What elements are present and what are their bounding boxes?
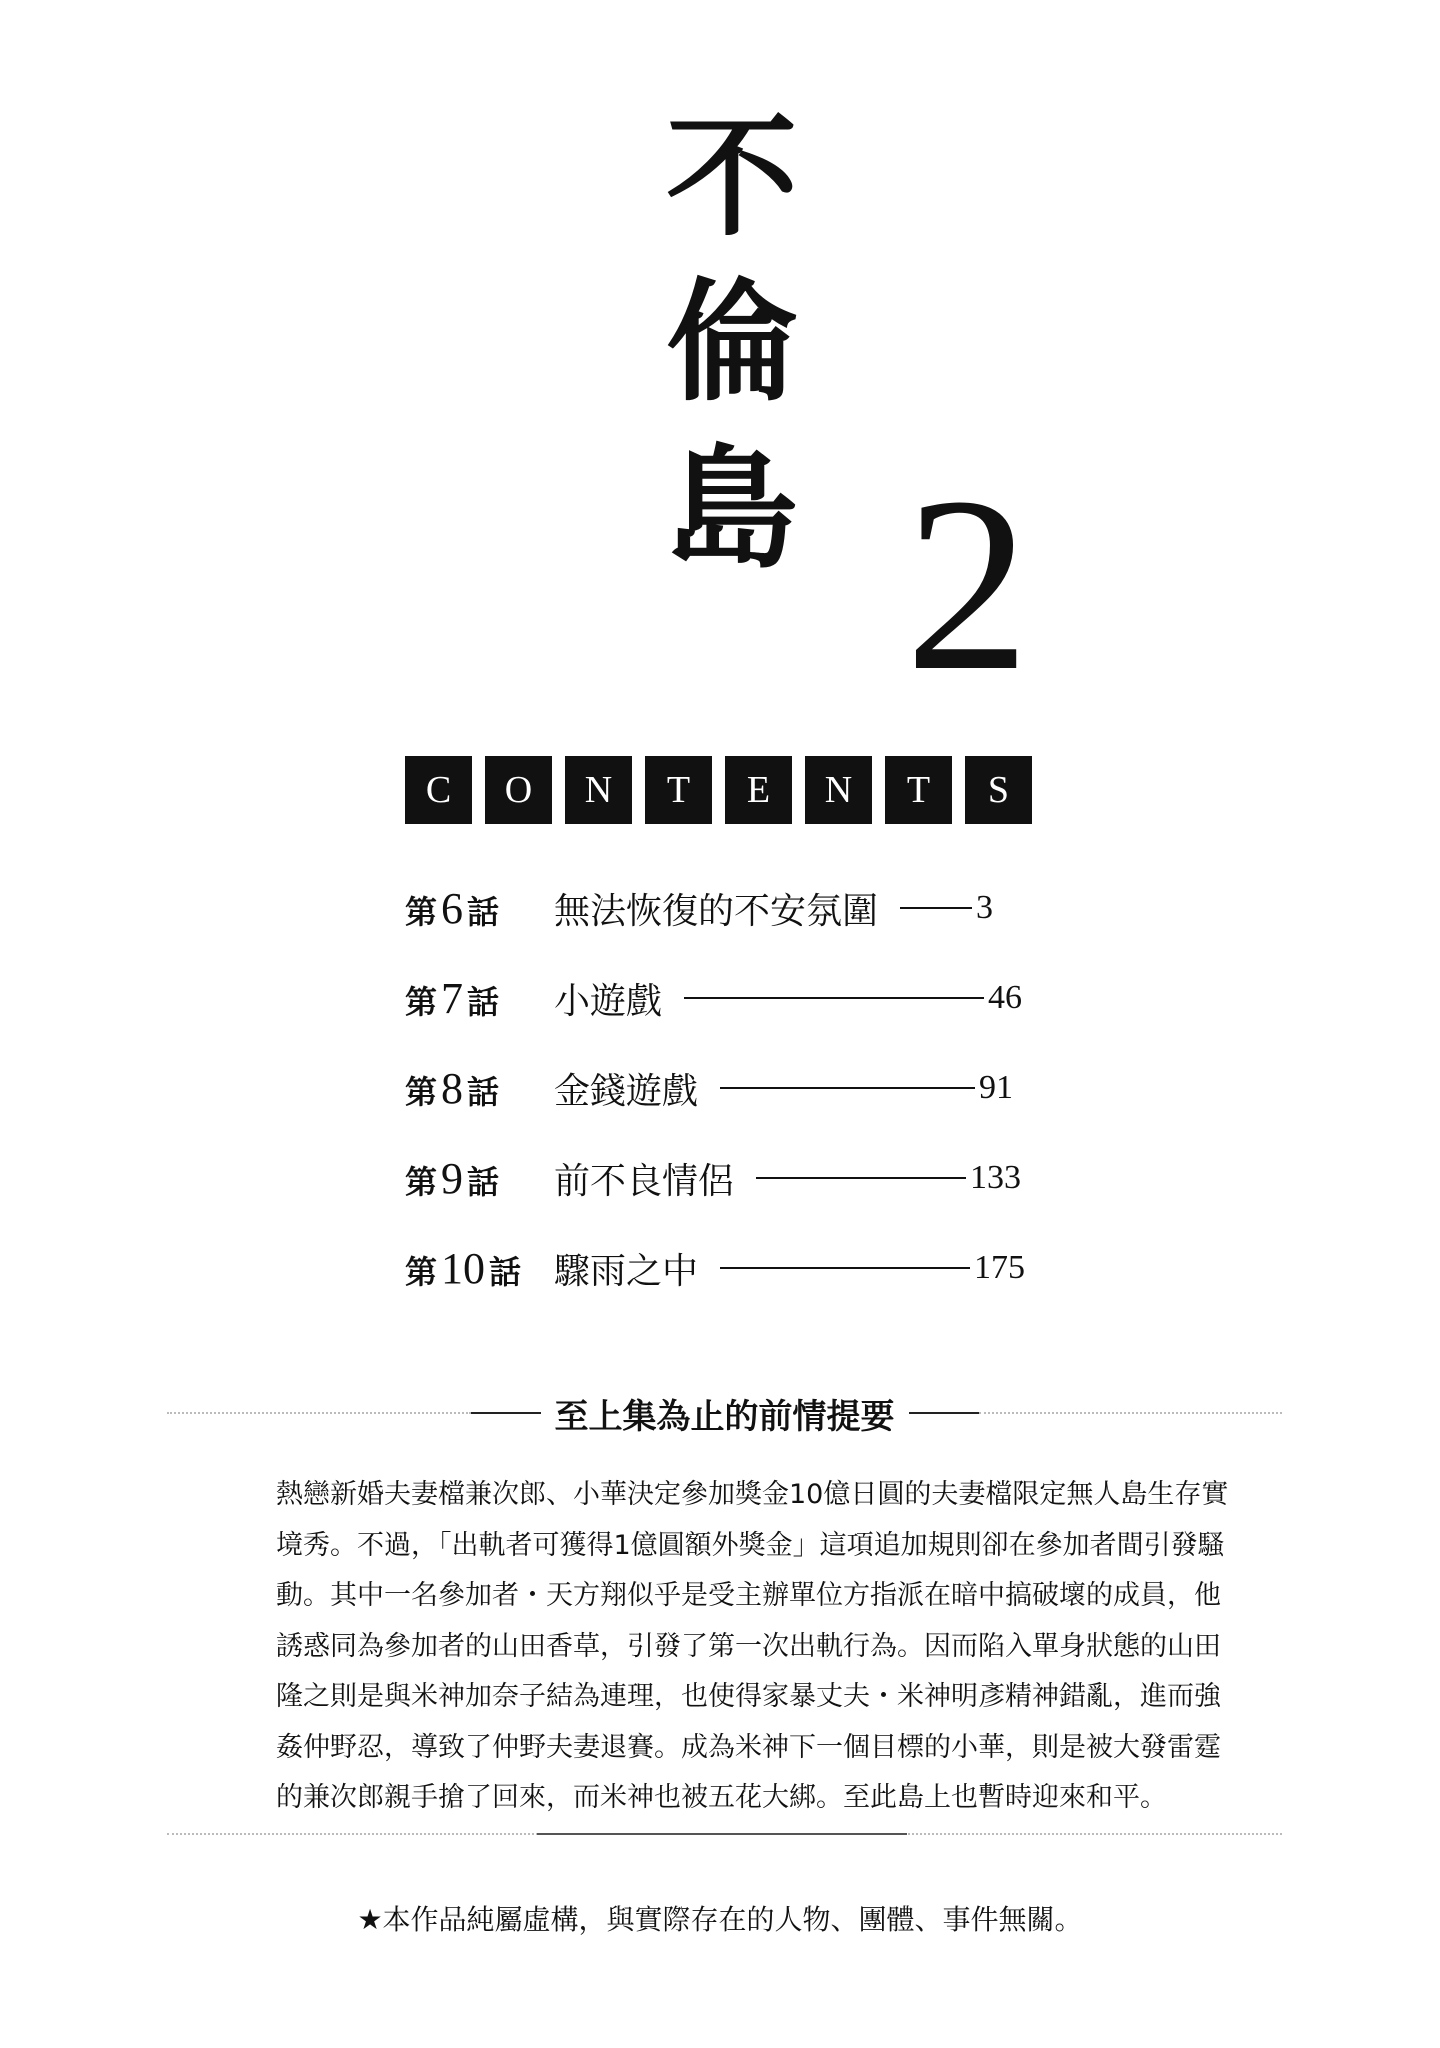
page-number: 91: [979, 1069, 1014, 1106]
ep-prefix: 第: [405, 1162, 438, 1201]
episode-title: 前不良情侶: [554, 1160, 735, 1202]
summary-line: 誘惑同為參加者的山田香草，引發了第一次出軌行為。因而陷入單身狀態的山田: [276, 1630, 1221, 1662]
disclaimer: ★本作品純屬虛構，與實際存在的人物、團體、事件無關。: [357, 1903, 1083, 1936]
ep-prefix: 第: [405, 1252, 438, 1291]
summary-heading-row: [167, 1390, 1282, 1436]
episode-title: 無法恢復的不安氛圍: [554, 890, 879, 932]
summary-line: 隆之則是與米神加奈子結為連理，也使得家暴丈夫・米神明彥精神錯亂，進而強: [276, 1681, 1221, 1712]
ep-prefix: 第: [405, 892, 438, 931]
contents-letter: C: [405, 756, 472, 824]
contents-letter: S: [965, 756, 1032, 824]
episode-title: 小遊戲: [554, 980, 663, 1022]
divider: [471, 1412, 541, 1414]
contents-letter: O: [485, 756, 552, 824]
page-number: 175: [974, 1249, 1026, 1286]
title-char-3: 島: [666, 432, 798, 587]
contents-letter: T: [885, 756, 952, 824]
ep-number: 7: [441, 973, 464, 1023]
toc-entry: [405, 973, 1022, 1023]
leader-line: [720, 1267, 970, 1269]
episode-title: 金錢遊戲: [554, 1070, 699, 1112]
leader-line: [684, 997, 984, 999]
page-number: 46: [988, 979, 1023, 1016]
ep-number: 8: [441, 1063, 464, 1113]
ep-suffix: 話: [467, 892, 500, 931]
summary-heading: 至上集為止的前情提要: [554, 1396, 895, 1437]
toc-entry: [405, 1063, 1013, 1113]
leader-line: [756, 1177, 966, 1179]
episode-label: [405, 973, 545, 1024]
leader-line: [720, 1087, 975, 1089]
contents-letter: N: [805, 756, 872, 824]
title-char-1: 不: [666, 100, 798, 255]
summary-line: 的兼次郎親手搶了回來，而米神也被五花大綁。至此島上也暫時迎來和平。: [276, 1782, 1167, 1813]
episode-title: 驟雨之中: [554, 1250, 699, 1292]
contents-letter: T: [645, 756, 712, 824]
toc-entry: [405, 883, 993, 933]
ep-number: 10: [441, 1243, 486, 1293]
toc-entry: [405, 1243, 1025, 1293]
ep-suffix: 話: [467, 982, 500, 1021]
episode-label: [405, 1063, 545, 1114]
ep-number: 9: [441, 1153, 464, 1203]
contents-letter: E: [725, 756, 792, 824]
ep-prefix: 第: [405, 1072, 438, 1111]
divider: [167, 1412, 471, 1414]
leader-line: [900, 907, 972, 909]
toc-entry: [405, 1153, 1021, 1203]
divider: [979, 1412, 1283, 1414]
episode-label: [405, 1243, 545, 1294]
divider: [909, 1412, 979, 1414]
contents-banner: [405, 756, 1032, 824]
contents-letter: N: [565, 756, 632, 824]
title-char-2: 倫: [666, 265, 798, 420]
ep-suffix: 話: [467, 1162, 500, 1201]
ep-suffix: 話: [467, 1072, 500, 1111]
summary-line: 姦仲野忍，導致了仲野夫妻退賽。成為米神下一個目標的小華，則是被大發雷霆: [276, 1731, 1221, 1763]
summary-line: 動。其中一名參加者・天方翔似乎是受主辦單位方指派在暗中搞破壞的成員，他: [276, 1580, 1221, 1611]
episode-label: [405, 1153, 545, 1204]
ep-suffix: 話: [489, 1252, 522, 1291]
ep-number: 6: [441, 883, 464, 933]
summary-line: 境秀。不過，「出軌者可獲得1億圓額外獎金」這項追加規則卻在參加者間引發騷: [276, 1529, 1225, 1561]
page-number: 133: [970, 1159, 1022, 1196]
volume-number: 2: [905, 446, 1030, 723]
summary-line: 熱戀新婚夫妻檔兼次郎、小華決定參加獎金10億日圓的夫妻檔限定無人島生存實: [276, 1479, 1229, 1510]
bottom-divider: [167, 1833, 1282, 1835]
ep-prefix: 第: [405, 982, 438, 1021]
episode-label: [405, 883, 545, 934]
page-number: 3: [976, 889, 994, 926]
summary-paragraph: [276, 1470, 1229, 1824]
